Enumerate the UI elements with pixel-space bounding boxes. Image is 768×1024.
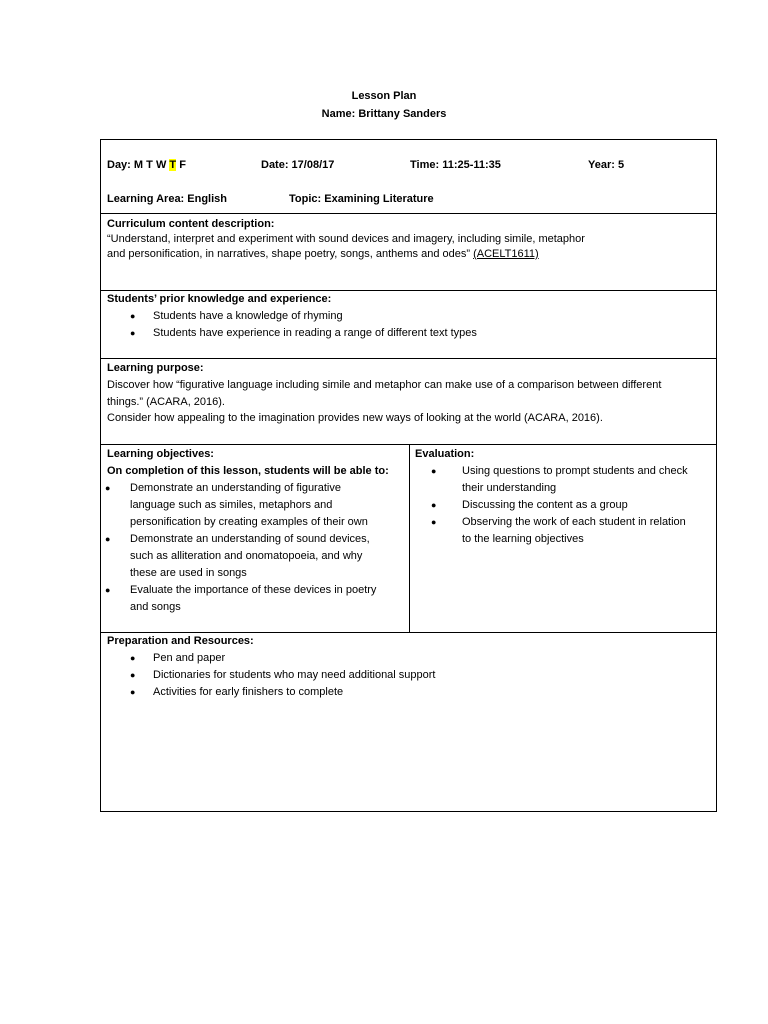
- day-letter: W: [155, 159, 167, 171]
- list-item: [431, 514, 688, 548]
- list-item: [131, 667, 436, 684]
- document-title: Lesson Plan: [351, 90, 417, 102]
- purpose-line-2: things.” (ACARA, 2016).: [107, 396, 225, 408]
- lesson-plan-table: [100, 139, 717, 812]
- bullet-icon: ●: [130, 670, 136, 680]
- curriculum-line-2: [107, 246, 710, 263]
- prior-knowledge-heading: Students’ prior knowledge and experience:: [107, 293, 332, 305]
- learning-area-field: Learning Area: English: [107, 193, 228, 205]
- list-item: [105, 480, 376, 531]
- objectives-list: [105, 480, 377, 616]
- list-item-text: Evaluate the importance of these devices in poetry: [130, 584, 377, 596]
- list-item-text: such as alliteration and onomatopoeia, and why: [130, 550, 363, 562]
- list-item: [105, 531, 376, 582]
- curriculum-text: and personification, in narratives, shape poetry, songs, anthems and odes”: [107, 248, 471, 260]
- purpose-line-3: Consider how appealing to the imagination provides new ways of looking at the world (ACARA, 2016).: [107, 412, 603, 424]
- prior-knowledge-list: [131, 308, 477, 342]
- time-field: Time: 11:25-11:35: [410, 159, 501, 171]
- curriculum-reference-link[interactable]: (ACELT1611): [473, 248, 539, 260]
- bullet-icon: ●: [105, 483, 111, 493]
- learning-purpose-row: [101, 359, 716, 445]
- list-item-text: Discussing the content as a group: [462, 499, 628, 511]
- purpose-heading: Learning purpose:: [107, 362, 204, 374]
- resources-list: [131, 650, 436, 701]
- bullet-icon: ●: [130, 653, 136, 663]
- list-item-text: Students have a knowledge of rhyming: [153, 310, 343, 322]
- list-item-text: Activities for early finishers to complete: [153, 686, 344, 698]
- day-letters: [134, 159, 186, 171]
- day-letter: M: [133, 159, 144, 171]
- list-item: [131, 650, 436, 667]
- day-field: [107, 159, 186, 171]
- list-item: [431, 463, 688, 497]
- purpose-line-1: Discover how “figurative language including simile and metaphor can make use of a comparison between different: [107, 379, 662, 391]
- list-item-text: personification by creating examples of their own: [130, 516, 368, 528]
- list-item-text: their understanding: [462, 482, 557, 494]
- list-item-text: these are used in songs: [130, 567, 247, 579]
- bullet-icon: ●: [105, 585, 111, 595]
- list-item-text: language such as similes, metaphors and: [130, 499, 333, 511]
- resources-row: [101, 633, 716, 811]
- date-field: Date: 17/08/17: [261, 159, 335, 171]
- day-label: Day:: [107, 159, 131, 171]
- list-item: [431, 497, 688, 514]
- evaluation-heading: Evaluation:: [415, 448, 475, 460]
- year-field: Year: 5: [588, 159, 625, 171]
- day-letter: T: [146, 159, 153, 171]
- list-item: [105, 582, 377, 616]
- list-item-text: Demonstrate an understanding of figurative: [130, 482, 341, 494]
- objectives-subheading: On completion of this lesson, students will be able to:: [107, 465, 389, 477]
- day-letter: T: [169, 159, 177, 171]
- prior-knowledge-row: [101, 291, 716, 359]
- list-item: [131, 684, 436, 701]
- day-letter: F: [179, 159, 186, 171]
- bullet-icon: ●: [105, 534, 111, 544]
- bullet-icon: ●: [431, 466, 437, 476]
- list-item-text: Pen and paper: [153, 652, 226, 664]
- curriculum-heading: Curriculum content description:: [107, 218, 275, 230]
- list-item: [131, 325, 477, 342]
- list-item-text: Observing the work of each student in relation: [462, 516, 686, 528]
- evaluation-list: [431, 463, 688, 548]
- list-item-text: Dictionaries for students who may need additional support: [153, 669, 436, 681]
- list-item-text: to the learning objectives: [462, 533, 584, 545]
- list-item-text: Demonstrate an understanding of sound devices,: [130, 533, 370, 545]
- list-item-text: Students have experience in reading a range of different text types: [153, 327, 477, 339]
- bullet-icon: ●: [130, 687, 136, 697]
- bullet-icon: ●: [431, 517, 437, 527]
- teacher-name: Name: Brittany Sanders: [321, 108, 447, 120]
- column-divider: [409, 445, 410, 632]
- objectives-heading: Learning objectives:: [107, 448, 214, 460]
- info-row: [101, 140, 716, 214]
- bullet-icon: ●: [130, 311, 136, 321]
- objectives-evaluation-row: [101, 445, 716, 633]
- bullet-icon: ●: [431, 500, 437, 510]
- bullet-icon: ●: [130, 328, 136, 338]
- list-item-text: and songs: [130, 601, 181, 613]
- curriculum-line-1: “Understand, interpret and experiment with sound devices and imagery, including simile, metaphor: [107, 233, 585, 245]
- topic-field: Topic: Examining Literature: [289, 193, 434, 205]
- list-item-text: Using questions to prompt students and check: [462, 465, 688, 477]
- curriculum-row: [101, 214, 716, 291]
- list-item: [131, 308, 477, 325]
- resources-heading: Preparation and Resources:: [107, 635, 254, 647]
